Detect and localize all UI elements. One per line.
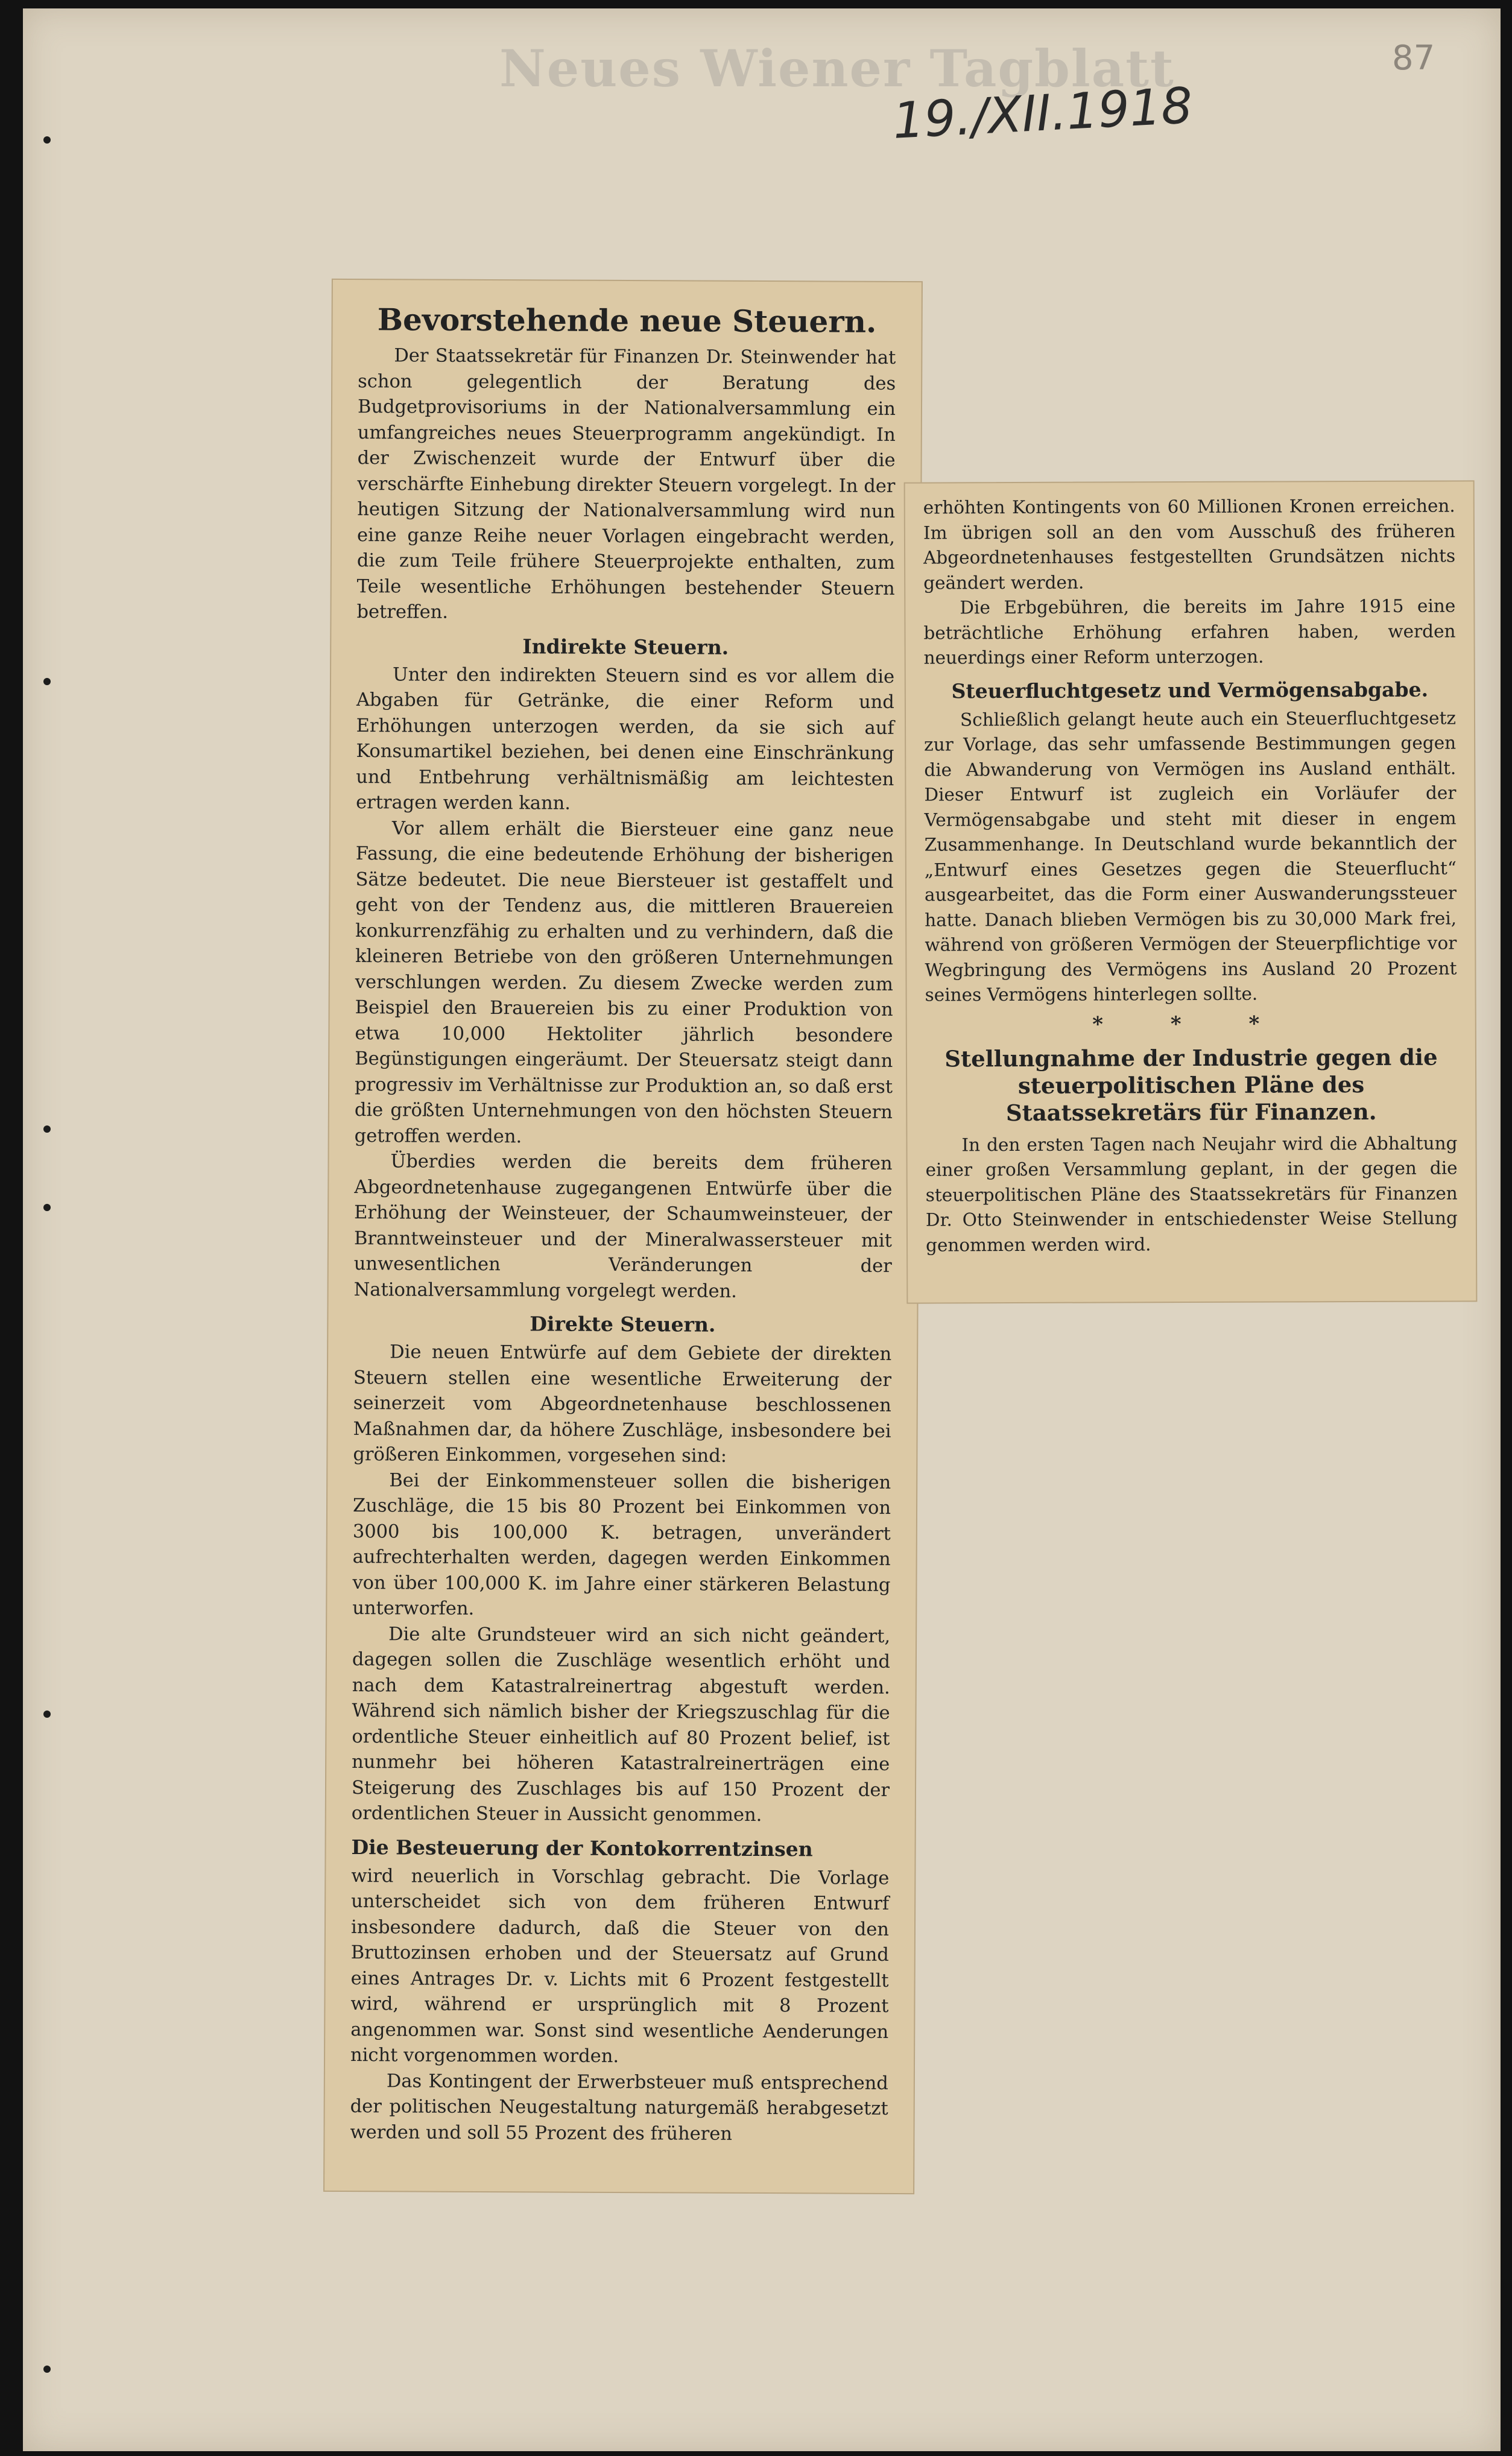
article-body (350, 302, 896, 2148)
section-heading: Steuerfluchtgesetz und Vermögensabgabe. (951, 677, 1429, 703)
handwritten-date: 19./XII.1918 (891, 77, 1194, 150)
article-paragraph: erhöhten Kontingents von 60 Millionen Kronen erreichen. Im übrigen soll an den vom Ausschuß des früheren Abgeordnetenhauses festgestellten Grundsätzen nichts geändert werden. (923, 495, 1456, 593)
section-heading: Stellungnahme der Industrie gegen die steuerpolitischen Pläne des Staatssekretärs für Finanzen. (944, 1043, 1438, 1126)
article-headline: Bevorstehende neue Steuern. (377, 302, 877, 340)
punch-hole-mark (43, 1125, 51, 1133)
punch-hole-mark (43, 1711, 51, 1718)
article-paragraph: Unter den indirekten Steuern sind es vor allem die Abgaben für Getränke, die einer Reform und Erhöhungen unterzogen werden, da sie sich auf Konsumartikel beziehen, bei denen eine Einschränkung und Entbehrung verhältnismäßig am leichtesten ertragen werden kann. (356, 663, 895, 814)
section-divider-stars: * * * (1092, 1011, 1290, 1037)
punch-hole-mark (43, 678, 51, 685)
newspaper-clipping-continuation (904, 480, 1478, 1303)
article-paragraph: Schließlich gelangt heute auch ein Steuerfluchtgesetz zur Vorlage, das sehr umfassende Bestimmungen gegen die Abwanderung von Vermögen ins Ausland enthält. Dieser Entwurf ist zugleich ein Vorläufer der Vermögensabgabe und steht mit dieser in engem Zusammenhange. In Deutschland wurde bekanntlich der „Entwurf eines Gesetzes gegen die Steuerflucht“ ausgearbeitet, das die Form einer Auswanderungssteuer hatte. Danach blieben Vermögen bis zu 30,000 Mark frei, während von größeren Vermögen der Steuerpflichtige vor Wegbringung des Vermögens ins Ausland 20 Prozent seines Vermögens hinterlegen sollte. (924, 707, 1457, 1005)
punch-hole-mark (43, 2366, 51, 2373)
section-heading: Indirekte Steuern. (522, 634, 729, 659)
newspaper-masthead-stamp: Neues Wiener Tagblatt (499, 39, 1175, 98)
article-intro: Der Staatssekretär für Finanzen Dr. Steinwender hat schon gelegentlich der Beratung des Budgetprovisoriums in der Nationalversammlung ein umfangreiches neues Steuerprogramm angekündigt. In der Zwischenzeit wurde der Entwurf über die verschärfte Einhebung direkter Steuern vorgelegt. In der heutigen Sitzung der Nationalversammlung wird nun eine ganze Reihe neuer Vorlagen eingebracht werden, die zum Teile frühere Steuerprojekte enthalten, zum Teile wesentliche Erhöhungen bestehender Steuern betreffen. (356, 345, 896, 623)
article-paragraph: In den ersten Tagen nach Neujahr wird die Abhaltung einer großen Versammlung geplant, in der gegen die steuerpolitischen Pläne des Staatssekretärs für Finanzen Dr. Otto Steinwender in entschiedenster Weise Stellung genommen werden wird. (925, 1132, 1458, 1256)
article-paragraph: wird neuerlich in Vorschlag gebracht. Die Vorlage unterscheidet sich von dem früheren Entwurf insbesondere dadurch, daß die Steuer von den Bruttozinsen erhoben und der Steuersatz auf Grund eines Antrages Dr. v. Lichts mit 6 Prozent festgestellt wird, während er ursprünglich mit 8 Prozent angenommen war. Sonst sind wesentliche Aenderungen nicht vorgenommen worden. (350, 1865, 890, 2067)
punch-hole-mark (43, 136, 51, 144)
article-paragraph: Bei der Einkommensteuer sollen die bisherigen Zuschläge, die 15 bis 80 Prozent bei Einkommen von 3000 bis 100,000 K. betragen, unverändert aufrechterhalten werden, dagegen werden Einkommen von über 100,000 K. im Jahre einer stärkeren Belastung unterworfen. (352, 1469, 891, 1619)
page-number: 87 (1392, 39, 1435, 78)
article-paragraph: Vor allem erhält die Biersteuer eine ganz neue Fassung, die eine bedeutende Erhöhung der bisherigen Sätze bedeutet. Die neue Biersteuer ist gestaffelt und geht von der Tendenz aus, die mittleren Brauereien konkurrenzfähig zu erhalten und zu verhindern, daß die kleineren Betriebe von den größeren Unternehmungen verschlungen werden. Zu diesem Zwecke werden zum Beispiel den Brauereien bis zu einer Produktion von etwa 10,000 Hektoliter jährlich besondere Begünstigungen eingeräumt. Der Steuersatz steigt dann progressiv im Verhältnisse zur Produktion an, so daß erst die größten Unternehmungen von den höchsten Steuern getroffen werden. (354, 817, 894, 1147)
article-paragraph: Die alte Grundsteuer wird an sich nicht geändert, dagegen sollen die Zuschläge wesentlich erhöht und nach dem Katastralreinertrag abgestuft werden. Während sich nämlich bisher der Kriegszuschlag für die ordentliche Steuer einheitlich auf 80 Prozent belief, ist nunmehr bei höheren Katastralreinerträgen eine Steigerung des Zuschlages bis auf 150 Prozent der ordentlichen Steuer in Aussicht genommen. (351, 1623, 891, 1826)
article-paragraph: Überdies werden die bereits dem früheren Abgeordnetenhause zugegangenen Entwürfe über die Erhöhung der Weinsteuer, der Schaumweinsteuer, der Branntweinsteuer und der Mineralwassersteuer mit unwesentlichen Veränderungen der Nationalversammlung vorgelegt werden. (353, 1151, 893, 1302)
article-paragraph: Das Kontingent der Erwerbsteuer muß entsprechend der politischen Neugestaltung naturgemäß herabgesetzt werden und soll 55 Prozent des früheren (350, 2070, 888, 2145)
section-heading: Die Besteuerung der Kontokorrentzinsen (351, 1835, 813, 1861)
article-paragraph: Die Erbgebühren, die bereits im Jahre 1915 eine beträchtliche Erhöhung erfahren haben, werden neuerdings einer Reform unterzogen. (923, 595, 1456, 668)
punch-hole-mark (43, 1204, 51, 1211)
archive-sheet (23, 8, 1501, 2451)
section-heading: Direkte Steuern. (530, 1312, 716, 1337)
newspaper-clipping-main (323, 279, 923, 2194)
article-paragraph: Die neuen Entwürfe auf dem Gebiete der direkten Steuern stellen eine wesentliche Erweiterung der seinerzeit vom Abgeordnetenhause beschlossenen Maßnahmen dar, da höhere Zuschläge, insbesondere bei größeren Einkommen, vorgesehen sind: (353, 1341, 892, 1467)
